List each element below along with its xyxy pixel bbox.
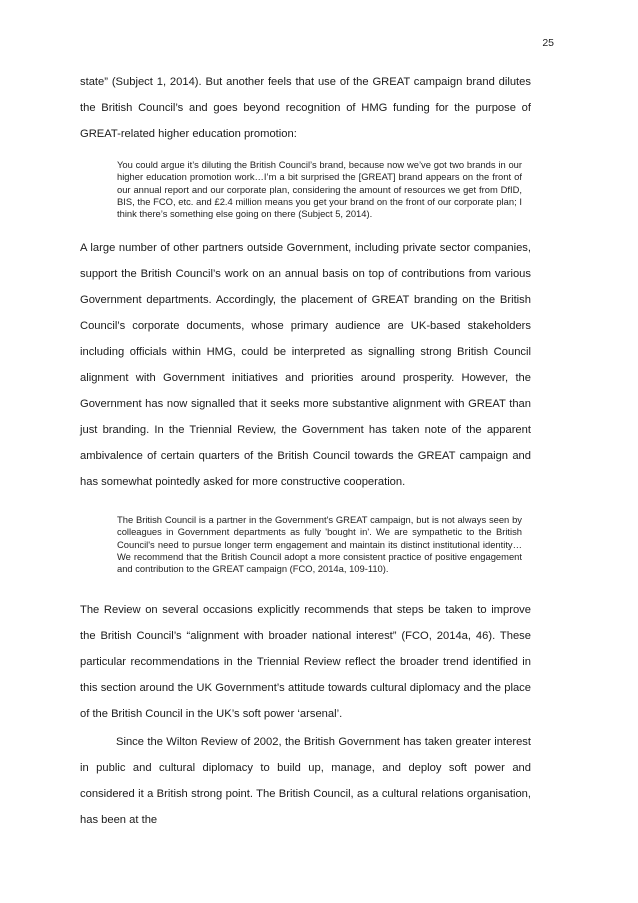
block-quote-2: The British Council is a partner in the Government's GREAT campaign, but is not always seen by colleagues in Government departments as fully 'bought in'. We are sympathetic to the British Council's need to pursue longer term engagement and maintain its distinct institutional identity…We recommend that the British Council adopt a more consistent practice of positive engagement and contribution to the GREAT campaign (FCO, 2014a, 109-110).: [117, 514, 522, 575]
paragraph-2: A large number of other partners outside Government, including private sector companies, support the British Council’s work on an annual basis on top of contributions from various Government departments. Accordingly, the placement of GREAT branding on the British Council’s corporate documents, whose primary audience are UK-based stakeholders including officials within HMG, could be interpreted as signalling strong British Council alignment with Government initiatives and priorities around prosperity. However, the Government has now signalled that it seeks more substantive alignment with GREAT than just branding. In the Triennial Review, the Government has taken note of the apparent ambivalence of certain quarters of the British Council towards the GREAT campaign and has somewhat pointedly asked for more constructive cooperation.: [80, 242, 531, 488]
paragraph-4: Since the Wilton Review of 2002, the British Government has taken greater interest in public and cultural diplomacy to build up, manage, and deploy soft power and considered it a British strong point. The British Council, as a cultural relations organisation, has been at the: [80, 736, 531, 826]
block-quote-1: You could argue it’s diluting the British Council’s brand, because now we’ve got two brands in our higher education promotion work…I’m a bit surprised the [GREAT] brand appears on the front of our annual report and our corporate plan, considering the amount of resources we get from DfID, BIS, the FCO, etc. and £2.4 million means you get your brand on the front of our corporate plan; I think there’s something else going on there (Subject 5, 2014).: [117, 159, 522, 220]
page-number: 25: [542, 37, 554, 49]
paragraph-3: The Review on several occasions explicitly recommends that steps be taken to improve the British Council’s “alignment with broader national interest” (FCO, 2014a, 46). These particular recommendations in the Triennial Review reflect the broader trend identified in this section around the UK Government’s attitude towards cultural diplomacy and the place of the British Council in the UK’s soft power ‘arsenal’.: [80, 604, 531, 720]
paragraph-1: state” (Subject 1, 2014). But another feels that use of the GREAT campaign brand dilutes the British Council’s and goes beyond recognition of HMG funding for the purpose of GREAT-related higher education promotion:: [80, 76, 531, 140]
